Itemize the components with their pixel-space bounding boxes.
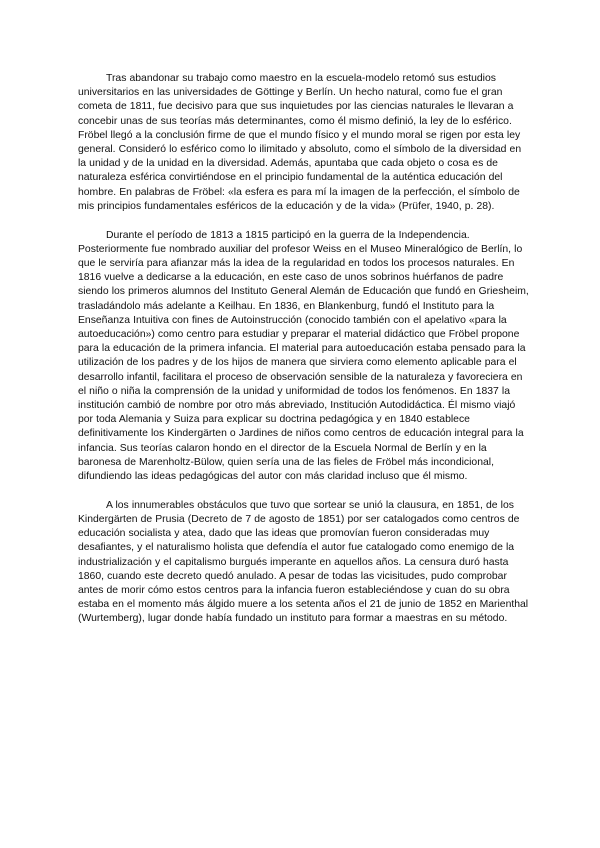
document-body <box>78 72 530 627</box>
paragraph-cometa-ley-esferico: Tras abandonar su trabajo como maestro en la escuela-modelo retomó sus estudios universitarios en las universidades de Göttinge y Berlín. Un hecho natural, como fue el gran cometa de 1811, fue decisivo para que sus inquietudes por las ciencias naturales le llevaran a concebir unas de sus teorías más determinantes, como él mismo definió, la ley de lo esférico. Fröbel llegó a la conclusión firme de que el mundo físico y el mundo moral se rigen por esta ley general. Consideró lo esférico como lo ilimitado y absoluto, como el símbolo de la diversidad en la unidad y de la unidad en la diversidad. Además, apuntaba que cada objeto o cosa es de naturaleza esférica convirtiéndose en el principio fundamental de la auténtica educación del hombre. En palabras de Fröbel: «la esfera es para mí la imagen de la perfección, el símbolo de mis principios fundamentales esféricos de la educación y de la vida» (Prüfer, 1940, p. 28). <box>78 73 522 212</box>
paragraph-clausura-kindergarten: A los innumerables obstáculos que tuvo que sortear se unió la clausura, en 1851, de los Kindergärten de Prusia (Decreto de 7 de agosto de 1851) por ser catalogados como centros de educación socialista y atea, dado que las ideas que promovían fueron consideradas muy desafiantes, y el naturalismo holista que defendía el autor fue catalogado como enemigo de la industrialización y el capitalismo burgués imperante en aquellos años. La censura duró hasta 1860, cuando este decreto quedó anulado. A pesar de todas las vicisitudes, pudo comprobar antes de morir cómo estos centros para la infancia fueron estableciéndose y cuan do su obra estaba en el momento más álgido muere a los setenta años el 21 de junio de 1852 en Marienthal (Wurtemberg), lugar donde había fundado un instituto para formar a maestras en su método. <box>78 499 529 625</box>
paragraph-guerra-institutos: Durante el período de 1813 a 1815 participó en la guerra de la Independencia. Posteriormente fue nombrado auxiliar del profesor Weiss en el Museo Mineralógico de Berlín, lo que le serviría para afianzar más la idea de la regularidad en todos los procesos naturales. En 1816 vuelve a dedicarse a la educación, en este caso de unos sobrinos huérfanos de padre siendo los primeros alumnos del Instituto General Alemán de Educación que fundó en Griesheim, trasladándolo más adelante a Keilhau. En 1836, en Blankenburg, fundó el Instituto para la Enseñanza Intuitiva con fines de Autoinstrucción (conocido también con el apelativo «para la autoeducación») como centro para estudiar y preparar el material didáctico que Fröbel propone para la educación de la primera infancia. El material para autoeducación estaba pensado para la utilización de los padres y de los hijos de manera que sirviera como elemento aplicable para el desarrollo infantil, facilitara el proceso de observación sensible de la naturaleza y favoreciera en el niño o niña la comprensión de la unidad y uniformidad de todos los fenómenos. En 1837 la institución cambió de nombre por otro más abreviado, Institución Autodidáctica. Él mismo viajó por toda Alemania y Suiza para explicar su doctrina pedagógica y en 1840 establece definitivamente los Kindergärten o Jardines de niños como centros de educación integral para la infancia. Sus teorías calaron hondo en el director de la Escuela Normal de Berlín y en la baronesa de Marenholtz-Bülow, quien sería una de las fieles de Fröbel más incondicional, difundiendo las ideas pedagógicas del autor con más claridad incluso que él mismo. <box>78 229 529 482</box>
